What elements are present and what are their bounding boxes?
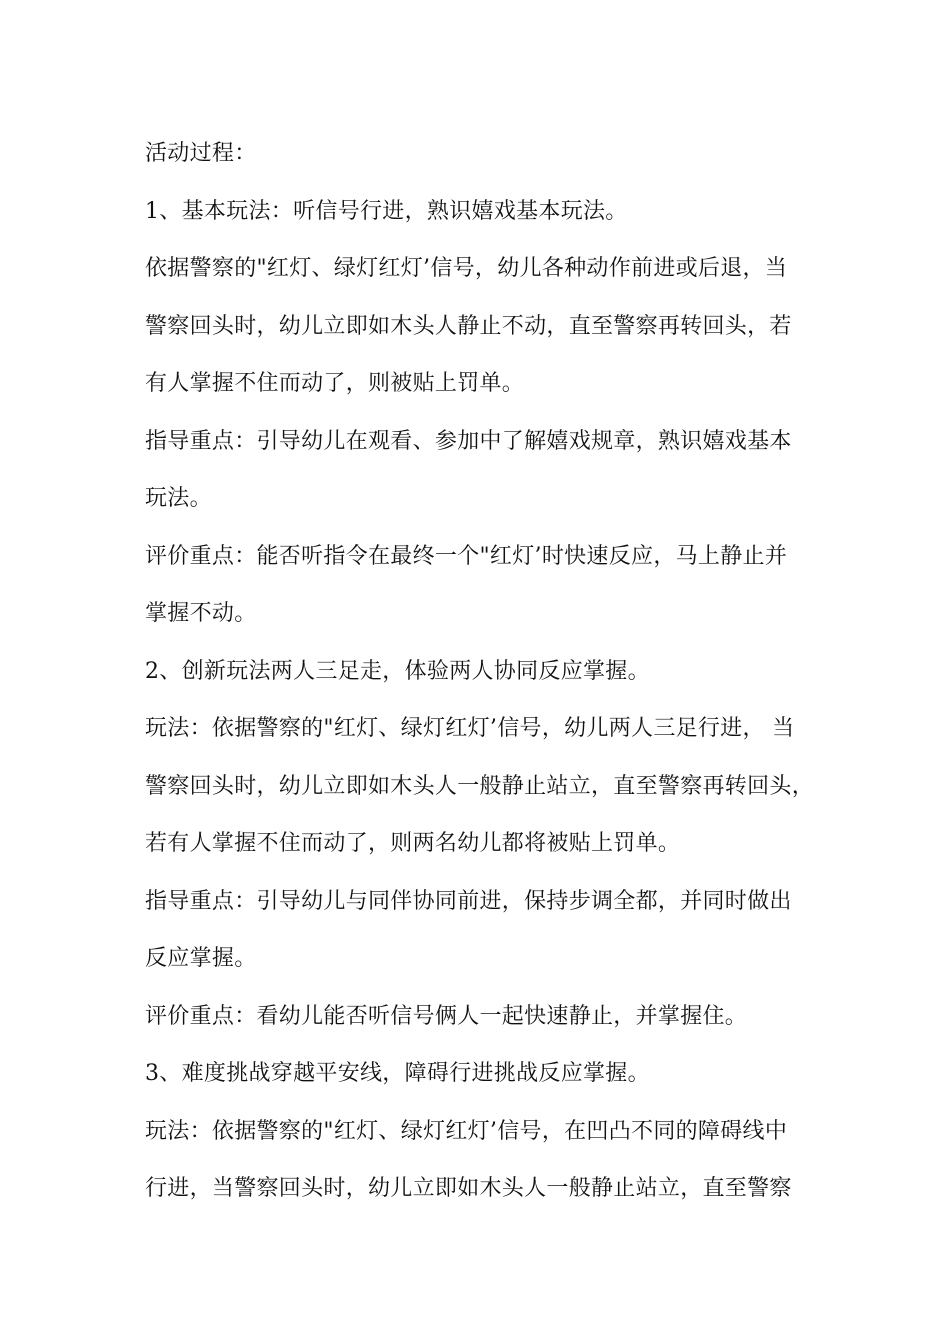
paragraph-line: 评价重点：看幼儿能否听信号俩人一起快速静止，并掌握住。	[145, 1003, 748, 1029]
paragraph-line: 2、创新玩法两人三足走，体验两人协同反应掌握。	[145, 658, 650, 684]
paragraph-line: 依据警察的"红灯、绿灯红灯’信号，幼儿各种动作前进或后退，当	[145, 256, 788, 281]
paragraph-line: 玩法。	[145, 486, 212, 511]
paragraph-line: 指导重点：引导幼儿在观看、参加中了解嬉戏规章，熟识嬉戏基本	[145, 428, 792, 454]
document-body	[145, 125, 825, 1218]
paragraph-line: 玩法：依据警察的"红灯、绿灯红灯’信号，幼儿两人三足行进， 当	[145, 716, 795, 741]
paragraph-line: 若有人掌握不住而动了，则两名幼儿都将被贴上罚单。	[145, 831, 681, 856]
paragraph-line: 有人掌握不住而动了，则被贴上罚单。	[145, 371, 525, 396]
paragraph-line: 警察回头时，幼儿立即如木头人静止不动，直至警察再转回头，若	[145, 313, 792, 339]
paragraph-line: 3、难度挑战穿越平安线，障碍行进挑战反应掌握。	[145, 1061, 650, 1086]
paragraph-line: 反应掌握。	[145, 946, 257, 971]
section-heading: 活动过程：	[145, 141, 257, 166]
paragraph-line: 1、基本玩法：听信号行进，熟识嬉戏基本玩法。	[145, 198, 628, 224]
paragraph-line: 警察回头时，幼儿立即如木头人一般静止站立，直至警察再转回头，	[145, 773, 815, 799]
paragraph-line: 掌握不动。	[145, 601, 257, 626]
paragraph-line: 评价重点：能否听指令在最终一个"红灯’时快速反应，马上静止并	[145, 543, 788, 569]
paragraph-line: 行进，当警察回头时，幼儿立即如木头人一般静止站立，直至警察	[145, 1176, 792, 1201]
paragraph-line: 指导重点：引导幼儿与同伴协同前进，保持步调全都，并同时做出	[145, 888, 792, 914]
paragraph-line: 玩法：依据警察的"红灯、绿灯红灯’信号，在凹凸不同的障碍线中	[145, 1118, 788, 1144]
